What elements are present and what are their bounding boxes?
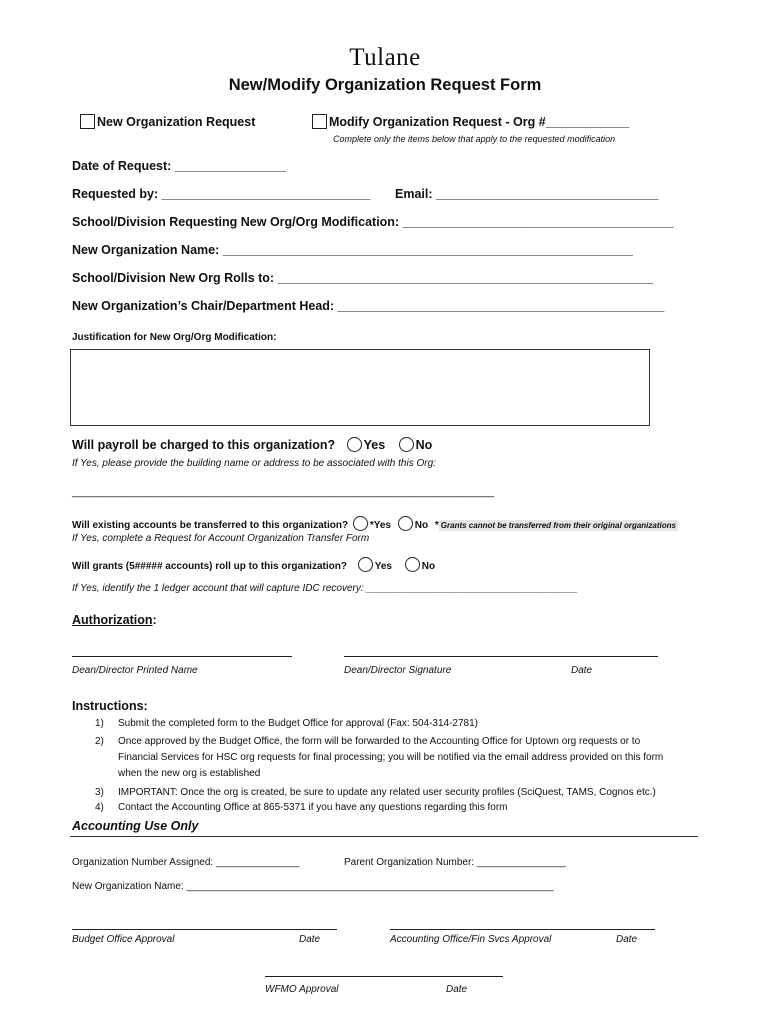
wfmo-approval-line[interactable] <box>265 976 503 977</box>
instruction-text: when the new org is established <box>118 768 261 779</box>
date-of-request-field[interactable]: Date of Request: ________________ <box>72 159 287 173</box>
justification-textarea[interactable] <box>70 349 650 426</box>
wfmo-approval-label: WFMO Approval <box>265 984 339 995</box>
rolls-to-field[interactable]: School/Division New Org Rolls to: ______________________________________________________ <box>72 271 653 285</box>
transfer-note: Grants cannot be transferred from their original organizations <box>440 521 676 530</box>
tulane-logo: Tulane <box>349 44 421 71</box>
signature-label: Dean/Director Signature <box>344 665 452 676</box>
instruction-text: Submit the completed form to the Budget Office for approval (Fax: 504-314-2781) <box>118 718 479 729</box>
transfer-star: * <box>434 520 439 531</box>
instruction-number: 4) <box>95 802 104 813</box>
payroll-yes-radio[interactable] <box>347 437 362 452</box>
transfer-yes-radio[interactable] <box>353 516 368 531</box>
transfer-no-radio[interactable] <box>398 516 413 531</box>
org-number-blank[interactable]: ____________ <box>545 115 630 129</box>
accounting-org-name-field[interactable]: New Organization Name: __________________________________________________________________ <box>72 881 554 892</box>
payroll-no-radio[interactable] <box>399 437 414 452</box>
transfer-question-text: Will existing accounts be transferred to this organization? <box>72 520 349 531</box>
grants-question-text: Will grants (5##### accounts) roll up to this organization? <box>72 561 347 572</box>
modify-org-checkbox[interactable] <box>312 114 327 129</box>
new-org-checkbox[interactable] <box>80 114 95 129</box>
new-org-label: New Organization Request <box>97 115 256 129</box>
grants-no-label: No <box>421 561 436 572</box>
email-field[interactable]: Email: ________________________________ <box>395 187 659 201</box>
org-name-field[interactable]: New Organization Name: ___________________________________________________________ <box>72 243 633 257</box>
grants-followup[interactable]: If Yes, identify the 1 ledger account that will capture IDC recovery: ______________________________________ <box>72 583 578 594</box>
accounting-date-label: Date <box>616 934 638 945</box>
accounting-approval-line[interactable] <box>390 929 655 930</box>
modify-note: Complete only the items below that apply to the requested modification <box>333 134 616 144</box>
transfer-question <box>72 516 678 531</box>
modify-org-label: Modify Organization Request - Org # <box>329 115 546 129</box>
form-title: New/Modify Organization Request Form <box>228 76 542 94</box>
budget-approval-line[interactable] <box>72 929 337 930</box>
org-number-field[interactable]: Organization Number Assigned: _______________ <box>72 857 300 868</box>
grants-yes-label: Yes <box>374 561 392 572</box>
authorization-heading: Authorization: <box>72 613 157 627</box>
payroll-question <box>72 437 432 452</box>
parent-number-field[interactable]: Parent Organization Number: ________________ <box>344 857 566 868</box>
grants-no-radio[interactable] <box>405 557 420 572</box>
payroll-question-text: Will payroll be charged to this organization? <box>72 438 336 452</box>
instruction-text: Financial Services for HSC org requests for final processing; you will be notified via the email address provided on this form <box>118 752 664 763</box>
payroll-no-label: No <box>415 438 433 452</box>
new-org-option[interactable] <box>80 114 255 129</box>
payroll-address-field[interactable]: _____________________________________________________________________ <box>72 486 495 498</box>
wfmo-date-label: Date <box>446 984 468 995</box>
instruction-number: 2) <box>95 736 104 747</box>
justification-label: Justification for New Org/Org Modification: <box>72 332 277 343</box>
instructions-heading: Instructions: <box>72 699 148 713</box>
payroll-yes-label: Yes <box>363 438 386 452</box>
signature-date-label: Date <box>571 665 593 676</box>
instruction-text: Contact the Accounting Office at 865-5371 if you have any questions regarding this form <box>118 802 508 813</box>
transfer-no-label: No <box>414 520 429 531</box>
instruction-number: 1) <box>95 718 104 729</box>
grants-yes-radio[interactable] <box>358 557 373 572</box>
accounting-approval-label: Accounting Office/Fin Svcs Approval <box>390 934 552 945</box>
requested-by-field[interactable]: Requested by: ______________________________ <box>72 187 371 201</box>
printed-name-label: Dean/Director Printed Name <box>72 665 198 676</box>
transfer-yes-label: *Yes <box>369 520 391 531</box>
school-division-field[interactable]: School/Division Requesting New Org/Org Modification: _______________________________________ <box>72 215 674 229</box>
modify-org-option[interactable] <box>312 114 629 129</box>
signature-line[interactable] <box>344 656 658 657</box>
accounting-heading: Accounting Use Only <box>72 819 199 833</box>
instruction-number: 3) <box>95 787 104 798</box>
accounting-divider <box>70 836 698 837</box>
printed-name-line[interactable] <box>72 656 292 657</box>
budget-date-label: Date <box>299 934 321 945</box>
instruction-text: Once approved by the Budget Office, the form will be forwarded to the Accounting Office for Uptown org requests or to <box>118 736 641 747</box>
grants-question <box>72 557 435 572</box>
payroll-followup: If Yes, please provide the building name or address to be associated with this Org: <box>72 458 436 469</box>
instruction-text: IMPORTANT: Once the org is created, be sure to update any related user security profiles (SciQuest, TAMS, Cognos etc.) <box>118 787 656 798</box>
transfer-followup: If Yes, complete a Request for Account Organization Transfer Form <box>72 533 370 544</box>
budget-approval-label: Budget Office Approval <box>72 934 175 945</box>
chair-head-field[interactable]: New Organization’s Chair/Department Head: _______________________________________________ <box>72 299 665 313</box>
